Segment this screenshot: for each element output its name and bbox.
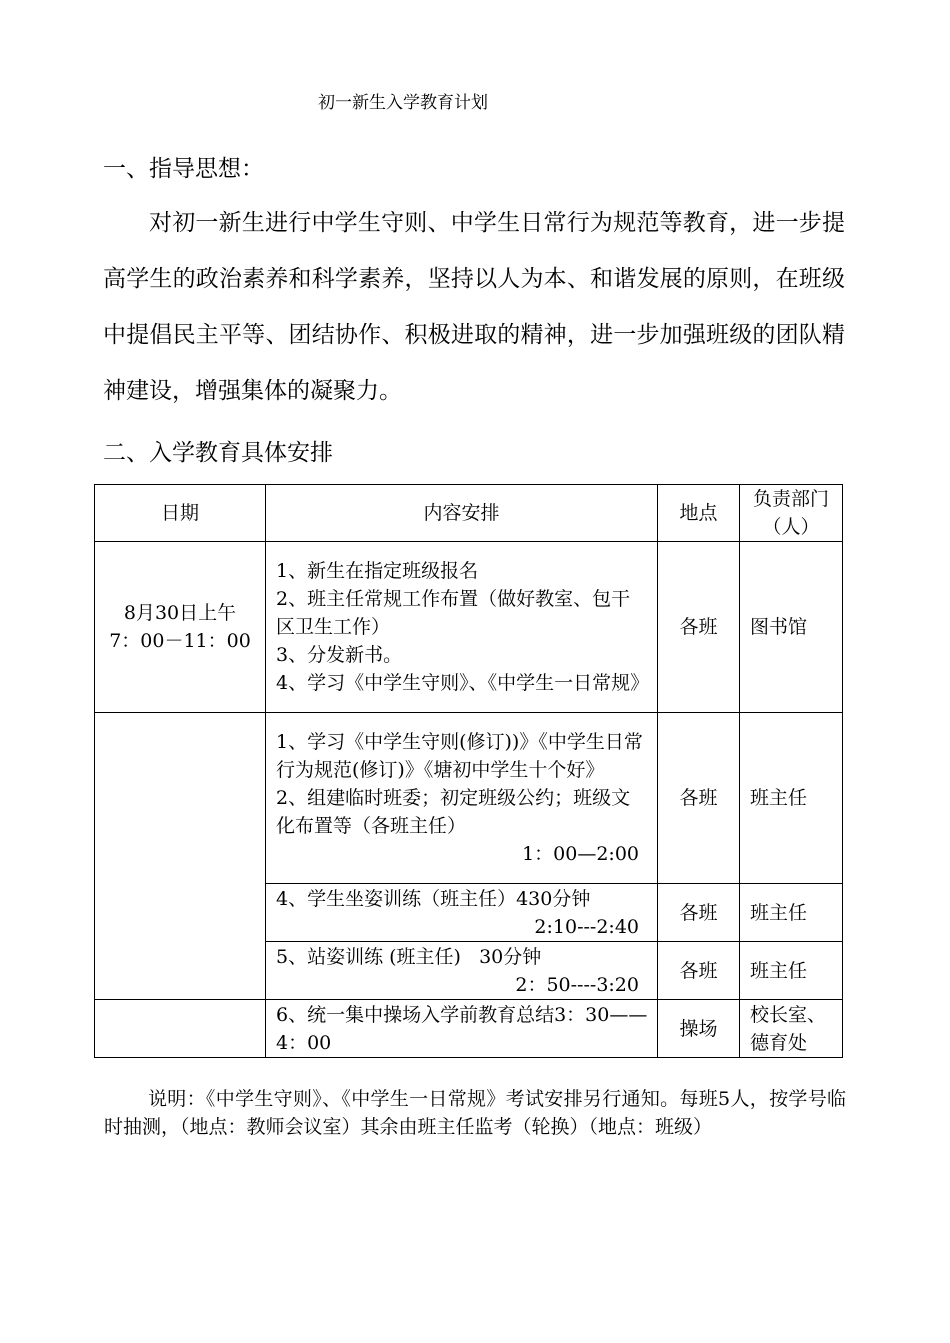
content-line: 5、站姿训练 (班主任) 30分钟 [276,945,542,968]
row-responsible-cell: 班主任 [740,713,843,884]
row-date-cell [95,713,266,1000]
header-content: 内容安排 [266,485,658,542]
row-location-cell: 操场 [658,1000,740,1058]
header-responsible: 负责部门（人） [740,485,843,542]
content-line: 1、新生在指定班级报名 [276,560,479,582]
row-content-cell [266,942,658,1000]
row-content-cell [266,884,658,942]
table-row [95,1000,843,1058]
row-content-cell [266,713,658,884]
table-header-row [95,485,843,542]
row-responsible-cell: 班主任 [740,884,843,942]
content-time: 1：00—2:00 [522,843,639,865]
document-title: 初一新生入学教育计划 [318,93,488,113]
row-location-cell: 各班 [658,942,740,1000]
content-line: 2、组建临时班委；初定班级公约；班级文化布置等（各班主任） [276,787,631,837]
row-responsible-cell: 校长室、德育处 [740,1000,843,1058]
content-line: 3、分发新书。 [276,644,403,666]
exam-note: 说明：《中学生守则》、《中学生一日常规》考试安排另行通知。每班5人，按学号临时抽测，（地点：教师会议室）其余由班主任监考（轮换）（地点：班级） [104,1088,846,1138]
guiding-ideology-paragraph: 对初一新生进行中学生守则、中学生日常行为规范等教育，进一步提高学生的政治素养和科学素养，坚持以人为本、和谐发展的原则，在班级中提倡民主平等、团结协作、积极进取的精神，进一步加强班级的团队精神建设，增强集体的凝聚力。 [103,210,845,404]
content-time: 2:10---2:40 [534,915,639,938]
content-line: 6、统一集中操场入学前教育总结3：30——4：00 [276,1003,648,1054]
content-time: 2：50----3:20 [515,973,639,996]
row-location-cell: 各班 [658,713,740,884]
row-responsible-cell: 班主任 [740,942,843,1000]
table-row [95,542,843,713]
row-date-cell [95,1000,266,1058]
row-content-cell [266,1000,658,1058]
content-line: 1、学习《中学生守则(修订))》《中学生日常行为规范(修订)》《塘初中学生十个好》 [276,731,643,781]
header-date: 日期 [95,485,266,542]
row-responsible-cell: 图书馆 [740,542,843,713]
schedule-table [94,484,843,1058]
row-content-cell [266,542,658,713]
content-line: 4、学生坐姿训练（班主任）430分钟 [276,887,591,910]
row-date-cell [95,542,266,713]
date-time: 7：00－11：00 [109,630,251,652]
section-heading-guiding-ideology: 一、指导思想： [103,156,264,182]
table-row [95,713,843,884]
row-location-cell: 各班 [658,884,740,942]
content-line: 4、学习《中学生守则》、《中学生一日常规》 [276,672,650,694]
row-location-cell: 各班 [658,542,740,713]
header-location: 地点 [658,485,740,542]
date-day: 8月30日上午 [123,602,237,624]
section-heading-arrangement: 二、入学教育具体安排 [103,440,333,466]
content-line: 2、班主任常规工作布置（做好教室、包干区卫生工作） [276,588,631,638]
